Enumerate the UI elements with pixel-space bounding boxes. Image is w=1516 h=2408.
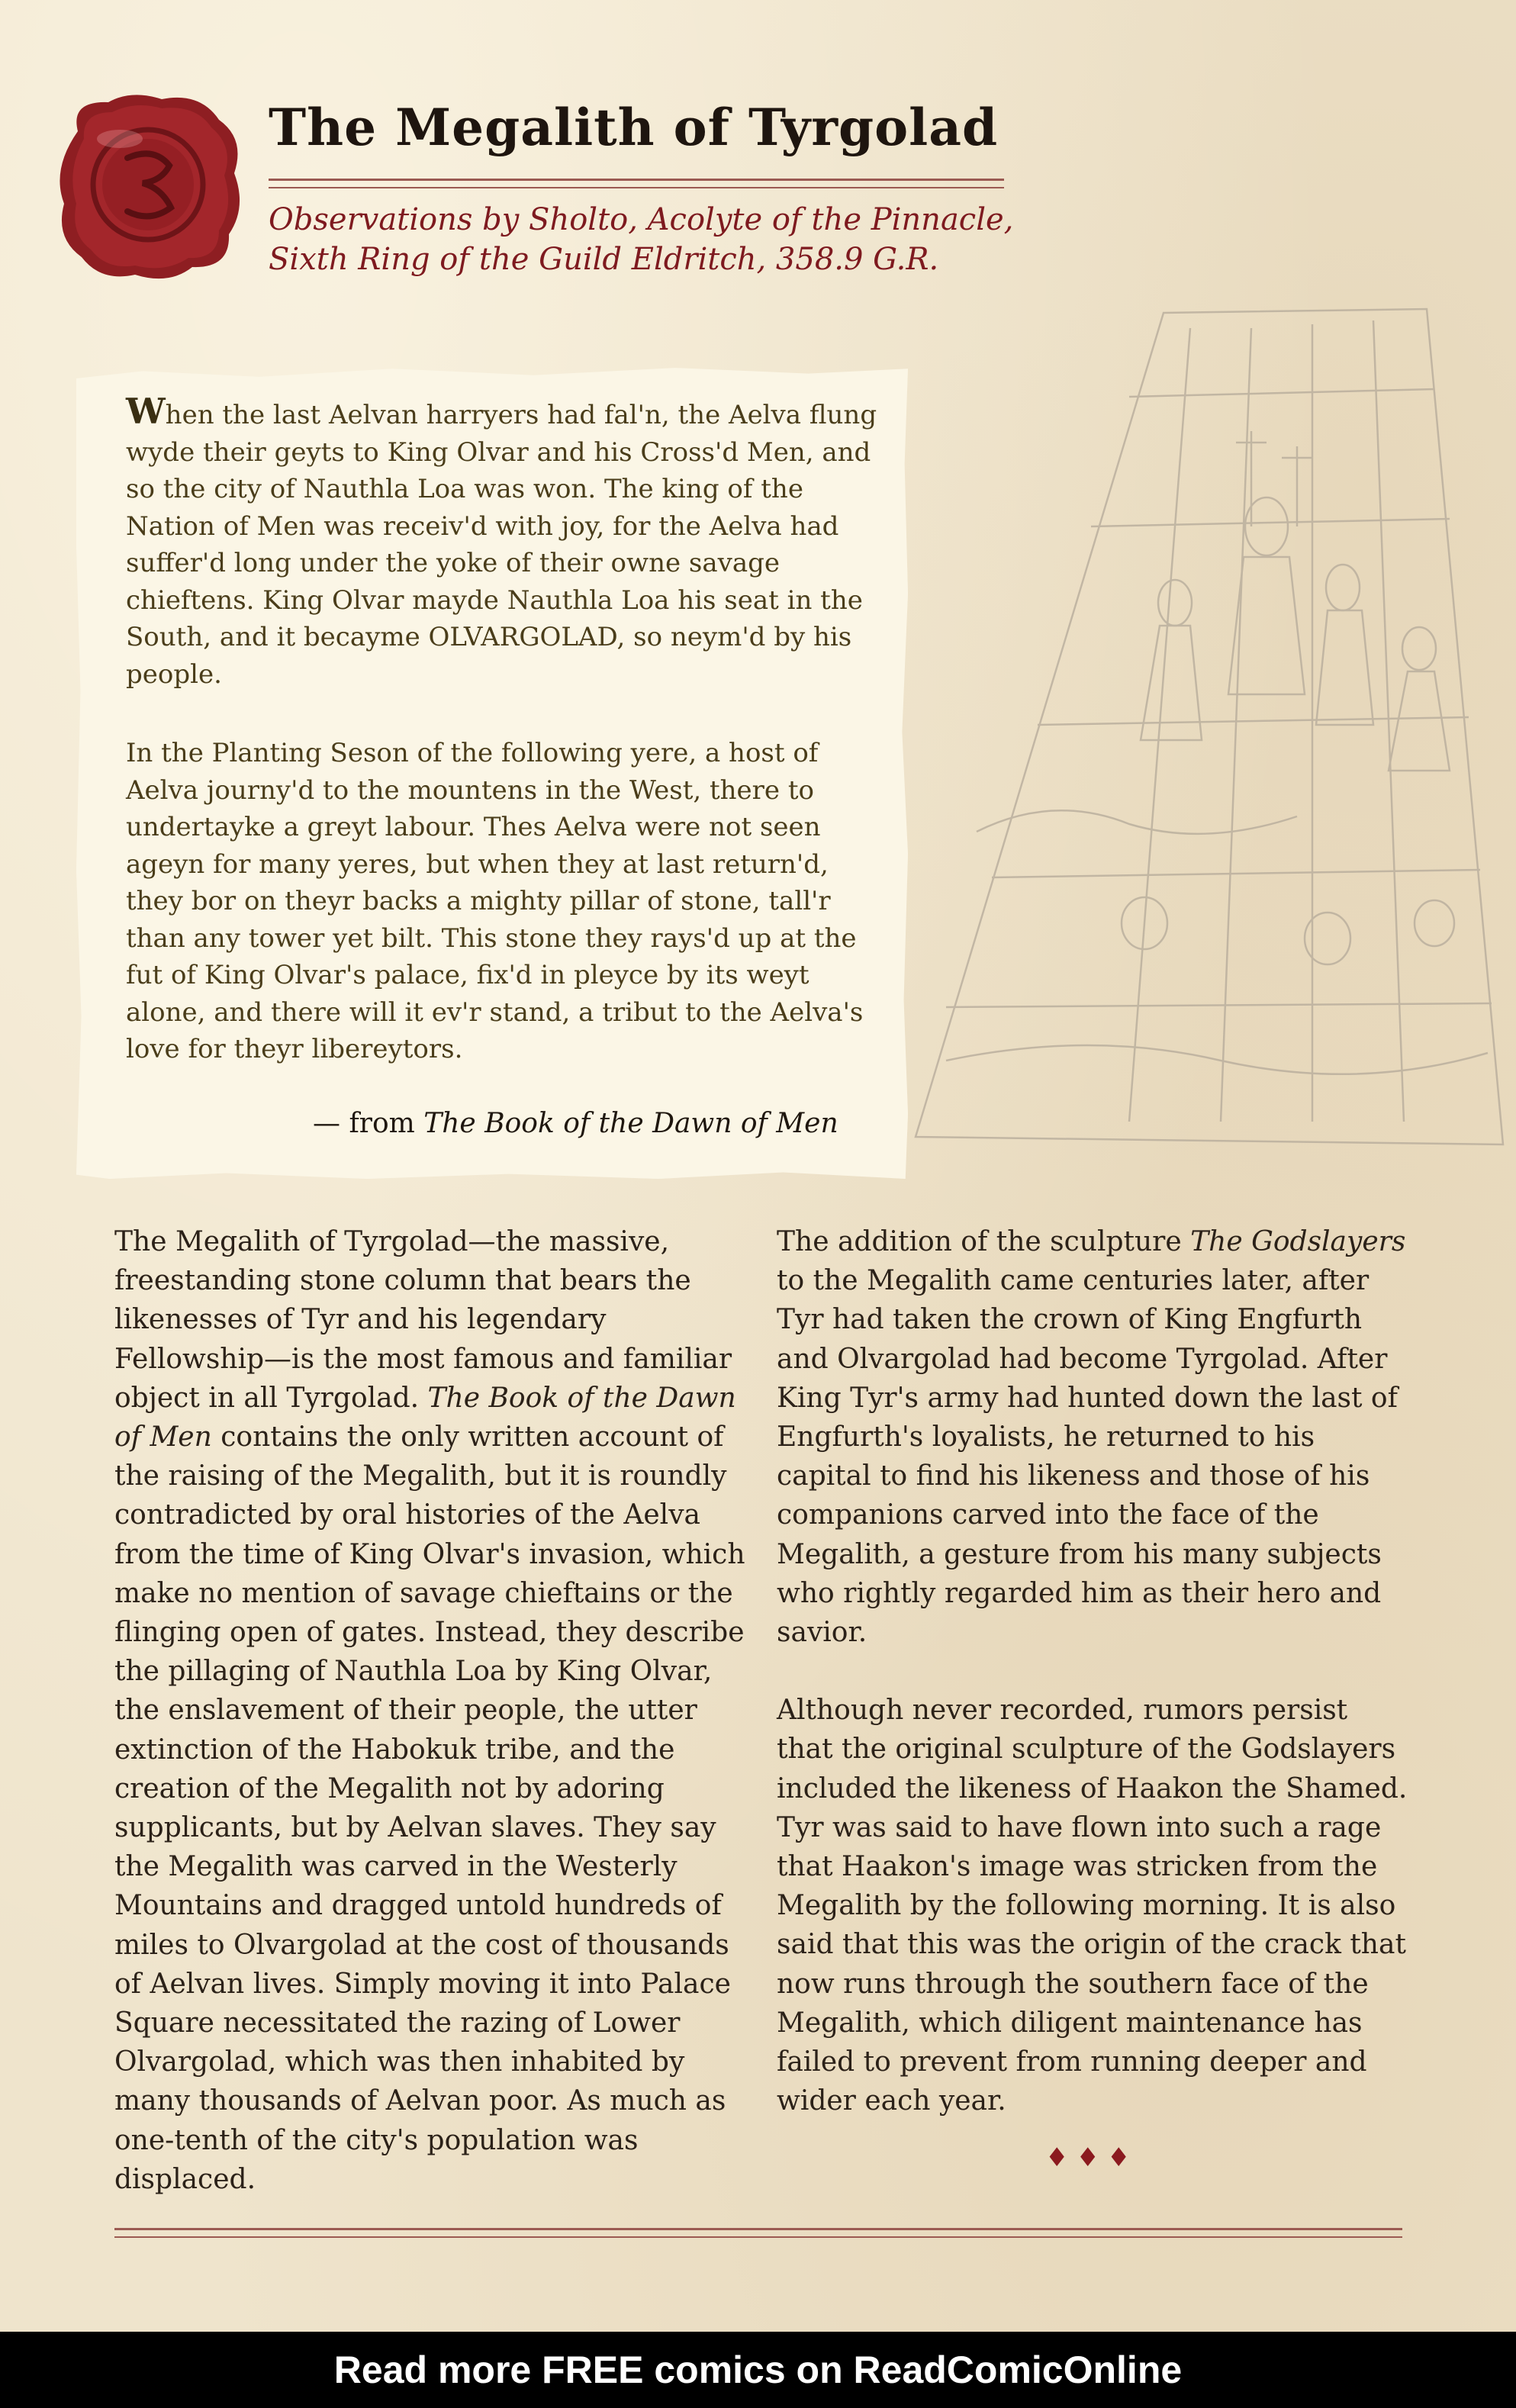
right-paragraph-1 [777,1222,1410,1652]
wax-seal-icon [47,85,249,288]
subtitle-line-2: Sixth Ring of the Guild Eldritch, 358.9 G.R. [269,242,939,277]
quote-source-prefix: — from [313,1108,424,1139]
quote-attribution [313,1108,838,1139]
right-paragraph-2: Although never recorded, rumors persist that the original sculpture of the Godslayers included the likeness of Haakon the Shamed. Tyr was said to have flown into such a rage that Haakon's image was stricken from the Megalith by the following morning. It is also said that this was the origin of the crack that now runs through the southern face of the Megalith, which diligent maintenance has failed to prevent from running deeper and wider each year. [777,1695,1408,2117]
left-paragraph-1-part-b: contains the only written account of the raising of the Megalith, but it is roundly contradicted by oral histories of the Aelva from the time of King Olvar's invasion, which make no mention of savage chieftains or the flinging open of gates. Instead, they describe the pillaging of Nauthla Loa by King Olvar, the enslavement of their people, the utter extinction of the Habokuk tribe, and the creation of the Megalith not by adoring supplicants, but by Aelvan slaves. They say the Megalith was carved in the Westerly Mountains and dragged untold hundreds of miles to Olvargolad at the cost of thousands of Aelvan lives. Simply moving it into Palace Square necessitated the razing of Lower Olvargolad, which was then inhabited by many thousands of Aelvan poor. As much as one-tenth of the city's population was displaced. [114,1421,745,2195]
left-paragraph-1-book-title: The Book of the Dawn of Men [114,1382,736,1453]
right-paragraph-1-part-b: to the Megalith came centuries later, after Tyr had taken the crown of King Engfurth and Olvargolad had become Tyrgolad. After King Tyr's army had hunted down the last of Engfurth's loyalists, he returned to his capital to find his likeness and those of his companions carved into the face of the Megalith, a gesture from his many subjects who rightly regarded him as their hero and savior. [777,1265,1398,1649]
page-subtitle [269,200,1013,279]
body-column-right [777,1222,1410,2159]
left-paragraph-1-part-a: The Megalith of Tyrgolad—the massive, freestanding stone column that bears the likenesses of Tyr and his legendary Fellowship—is the most famous and familiar object in all Tyrgolad. [114,1226,732,1414]
right-paragraph-1-part-a: The addition of the sculpture [777,1226,1191,1257]
quote-source-book: The Book of the Dawn of Men [423,1108,838,1139]
quote-paragraph-1 [126,393,881,693]
subtitle-line-1: Observations by Sholto, Acolyte of the Pinnacle, [269,202,1014,237]
title-divider [269,179,1004,188]
quote-paragraph-1-text: hen the last Aelvan harryers had fal'n, the Aelva flung wyde their geyts to King Olvar and his Cross'd Men, and so the city of Nauthla Loa was won. The king of the Nation of Men was receiv'd with joy, for the Aelva had suffer'd long under the yoke of their owne savage chieftens. King Olvar mayde Nauthla Loa his seat in the South, and it becayme OLVARGOLAD, so neym'd by his people. [126,400,877,690]
bottom-divider [114,2228,1402,2238]
body-column-left [114,1222,755,2238]
right-paragraph-1-sculpture-title: The Godslayers [1190,1226,1406,1257]
footer-banner [0,2332,1516,2408]
megalith-sketch-illustration [900,298,1511,1152]
quote-paragraph-2: In the Planting Seson of the following yere, a host of Aelva journy'd to the mountens in the West, there to undertayke a greyt labour. Thes Aelva were not seen ageyn for many yeres, but when they at last return'd, they bor on theyr backs a mighty pillar of stone, tall'r than any tower yet bilt. This stone they rays'd up at the fut of King Olvar's palace, fix'd in pleyce by its weyt alone, and there will it ev'r stand, a tribut to the Aelva's love for theyr libereytors. [126,738,864,1064]
section-end-ornament: ♦♦♦ [1045,2142,1138,2173]
read-more-link[interactable]: Read more FREE comics on ReadComicOnline [333,2348,1183,2391]
page-title: The Megalith of Tyrgolad [269,98,999,157]
left-paragraph-1 [114,1222,755,2199]
quote-dropcap: W [126,391,166,432]
